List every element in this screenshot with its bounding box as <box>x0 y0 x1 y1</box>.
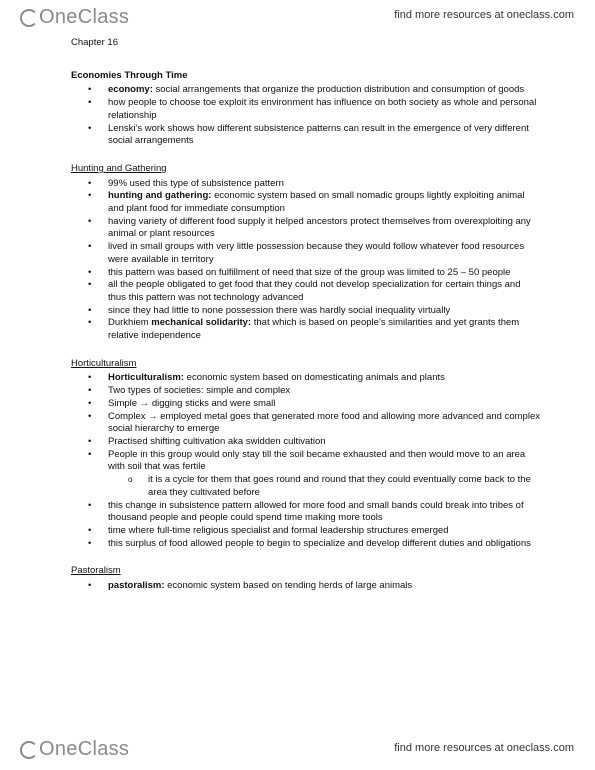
list-item: • how people to choose toe exploit its environment has influence on both society as whole and personal relationship <box>71 97 541 122</box>
logo-text: OneClass <box>39 6 130 28</box>
list-item: • economy: social arrangements that organize the production distribution and consumption of goods <box>71 84 541 97</box>
list-item: • pastoralism: economic system based on tending herds of large animals <box>71 580 541 593</box>
section-hunting-gathering <box>71 163 541 343</box>
list-item: • this change in subsistence pattern allowed for more food and small bands could break into tribes of thousand people and people could spend time making more tools <box>71 500 541 525</box>
section-pastoralism <box>71 565 541 592</box>
logo-text: OneClass <box>39 738 130 760</box>
list-item: • all the people obligated to get food that they could not develop specialization for certain things and thus this pattern was not technology advanced <box>71 279 541 304</box>
list-item: • Lenski’s work shows how different subsistence patterns can result in the emergence of very different social arrangements <box>71 123 541 148</box>
list-item: • this surplus of food allowed people to begin to specialize and develop different duties and obligations <box>71 538 541 551</box>
chapter-title: Chapter 16 <box>71 37 119 48</box>
list-item: • Complex → employed metal goes that generated more food and allowing more advanced and complex social hierarchy to emerge <box>71 411 541 436</box>
oneclass-logo-top[interactable] <box>20 6 129 29</box>
list-item: • People in this group would only stay till the soil became exhausted and then would move to an area with soil that was fertile o it is a cycle for them that goes round and round that they could eventually come back to the area they cultivated before <box>71 449 541 500</box>
list-item: • time where full-time religious specialist and formal leadership structures emerged <box>71 525 541 538</box>
section-title: Economies Through Time <box>71 69 188 81</box>
oneclass-logo-icon <box>20 741 38 759</box>
section-title: Pastoralism <box>71 565 121 577</box>
list-item: • Horticulturalism: economic system based on domesticating animals and plants <box>71 372 541 385</box>
sub-list-item: o it is a cycle for them that goes round and round that they could eventually come back to the area they cultivated before <box>108 474 541 499</box>
list-item: • Practised shifting cultivation aka swidden cultivation <box>71 436 541 449</box>
list-item: • Durkhiem mechanical solidarity: that which is based on people’s similarities and yet grants them relative independence <box>71 317 541 342</box>
section-economies <box>71 70 541 148</box>
list-item: • Two types of societies: simple and complex <box>71 385 541 398</box>
list-item: • 99% used this type of subsistence pattern <box>71 178 541 191</box>
section-horticulturalism <box>71 358 541 551</box>
promo-link-top[interactable]: find more resources at oneclass.com <box>394 9 574 21</box>
oneclass-logo-icon <box>20 9 38 27</box>
section-title: Horticulturalism <box>71 357 137 369</box>
list-item: • hunting and gathering: economic system based on small nomadic groups lightly exploiting animal and plant food for immediate consumption <box>71 190 541 215</box>
list-item: • lived in small groups with very little possession because they would follow whatever food resources were available in territory <box>71 241 541 266</box>
list-item: • Simple → digging sticks and were small <box>71 398 541 411</box>
list-item: • since they had little to none possession there was hardly social inequality virtually <box>71 305 541 318</box>
document-body <box>71 37 541 608</box>
oneclass-logo-bottom[interactable] <box>20 738 129 761</box>
list-item: • having variety of different food supply it helped ancestors protect themselves from overexploiting any animal or plant resources <box>71 216 541 241</box>
list-item: • this pattern was based on fulfillment of need that size of the group was limited to 25 – 50 people <box>71 267 541 280</box>
promo-link-bottom[interactable]: find more resources at oneclass.com <box>394 742 574 754</box>
section-title: Hunting and Gathering <box>71 162 167 174</box>
